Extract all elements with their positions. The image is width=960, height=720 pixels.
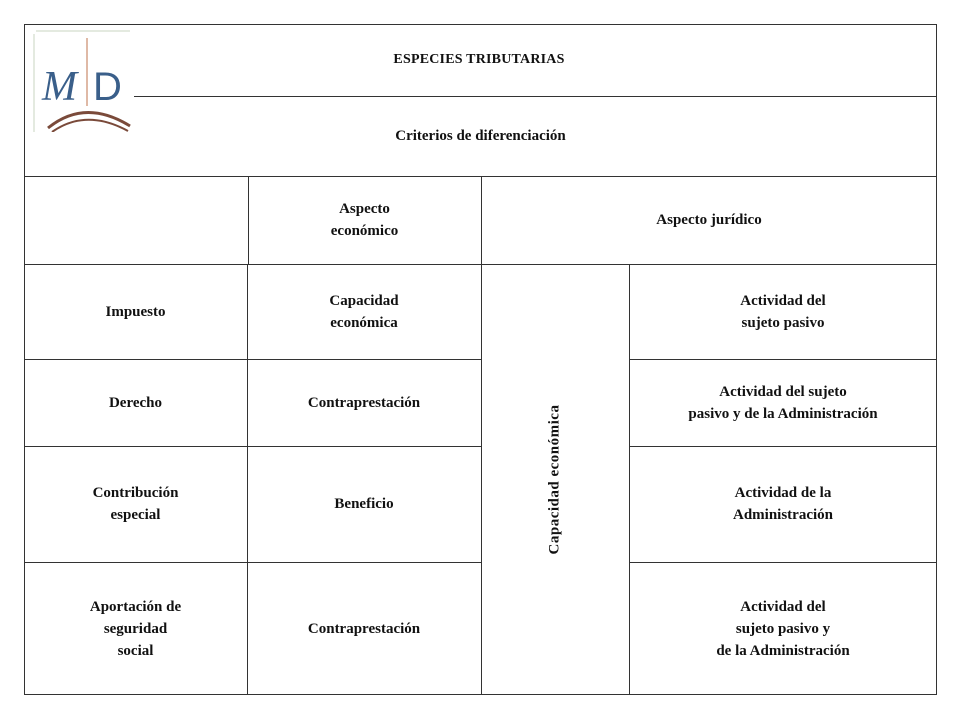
page-title: ESPECIES TRIBUTARIAS: [393, 52, 565, 67]
row-impuesto-activity: Actividad del sujeto pasivo: [740, 292, 826, 331]
row-contribucion-economic: Beneficio: [334, 496, 394, 512]
row-impuesto-economic: Capacidad económica: [329, 292, 399, 331]
row-derecho-activity: Actividad del sujeto pasivo y de la Administración: [688, 383, 878, 422]
header-blank: [24, 176, 248, 264]
merged-economic-capacity-cell: [481, 264, 629, 694]
merged-economic-capacity-label: Capacidad económica: [546, 404, 563, 554]
row-derecho-economic: Contraprestación: [307, 394, 421, 411]
table-subtitle: Criterios de diferenciación: [395, 128, 566, 144]
header-economic-aspect: Aspecto económico: [330, 201, 399, 239]
row-aportacion-species: Aportación de seguridad social: [89, 598, 182, 659]
row-derecho-species: Derecho: [108, 394, 163, 411]
row-contribucion-activity: Actividad de la Administración: [732, 485, 833, 523]
logo-letter-d: D: [93, 65, 122, 109]
header-legal-aspect: Aspecto jurídico: [656, 212, 762, 228]
row-aportacion-activity: Actividad del sujeto pasivo y de la Administración: [716, 598, 850, 659]
row-impuesto-species: Impuesto: [105, 303, 166, 320]
logo-letter-m: M: [42, 64, 77, 110]
row-contribucion-species: Contribución especial: [92, 485, 179, 523]
row-aportacion-economic: Contraprestación: [307, 620, 421, 637]
